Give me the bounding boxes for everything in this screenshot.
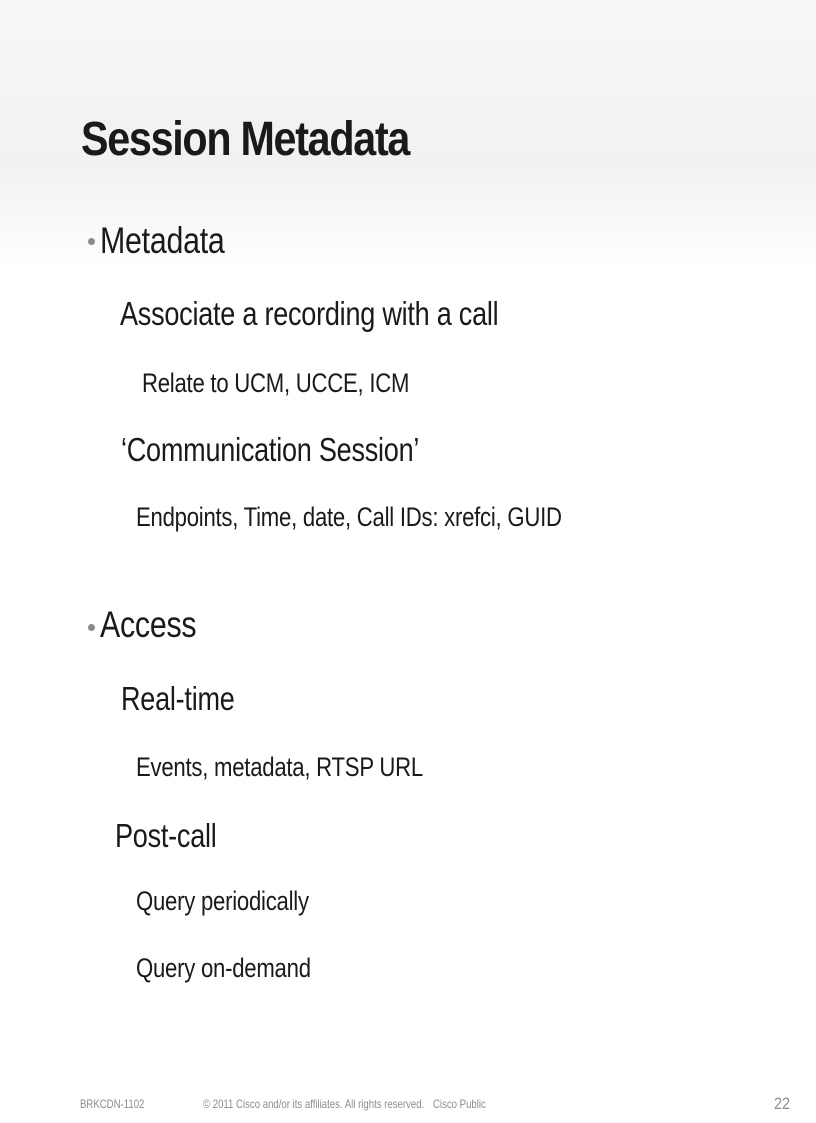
section-heading-access: Access xyxy=(100,604,197,645)
access-line-query-periodically: Query periodically xyxy=(136,886,309,916)
section-heading-metadata: Metadata xyxy=(100,220,225,261)
access-line-real-time: Real-time xyxy=(121,680,235,717)
metadata-line-associate: Associate a recording with a call xyxy=(120,295,499,332)
footer-copyright: © 2011 Cisco and/or its affiliates. All rights reserved. xyxy=(203,1097,425,1111)
metadata-line-endpoints: Endpoints, Time, date, Call IDs: xrefci, GUID xyxy=(136,502,562,532)
access-line-events: Events, metadata, RTSP URL xyxy=(136,752,423,782)
bullet-metadata xyxy=(88,238,95,245)
access-line-query-on-demand: Query on-demand xyxy=(136,953,311,983)
footer-session-code: BRKCDN-1102 xyxy=(80,1097,145,1111)
access-line-post-call: Post-call xyxy=(115,817,217,854)
slide-title: Session Metadata xyxy=(81,113,410,166)
metadata-line-communication-session: ‘Communication Session’ xyxy=(121,431,420,468)
bullet-access xyxy=(88,624,95,631)
page-number: 22 xyxy=(774,1094,791,1113)
footer-classification: Cisco Public xyxy=(433,1097,486,1111)
metadata-line-relate: Relate to UCM, UCCE, ICM xyxy=(142,368,410,398)
